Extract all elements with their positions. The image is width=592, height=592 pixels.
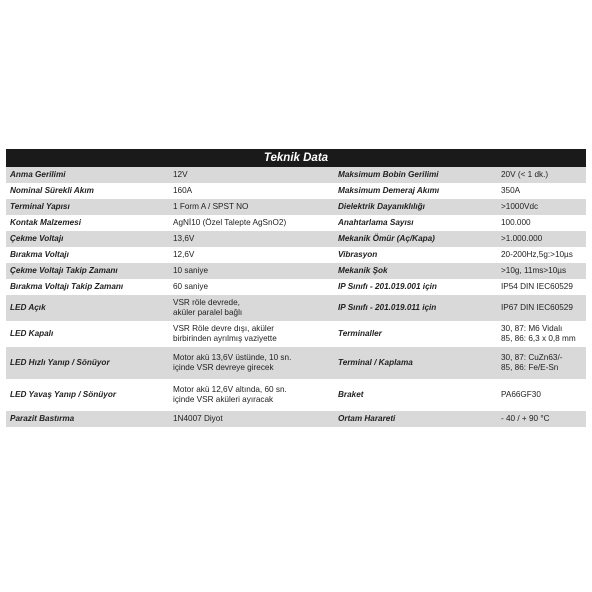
spec-label: Braket — [338, 390, 364, 399]
spec-label: Anahtarlama Sayısı — [338, 218, 414, 227]
spec-label: Bırakma Voltajı Takip Zamanı — [10, 282, 124, 291]
spec-label: Çekme Voltajı — [6, 231, 169, 247]
spec-label: Parazit Bastırma — [6, 411, 169, 427]
spec-value: 30, 87: M6 Vidalı 85, 86: 6,3 x 0,8 mm — [501, 324, 576, 343]
spec-label: IP Sınıfı - 201.019.011 için — [334, 295, 497, 321]
spec-value: - 40 / + 90 °C — [497, 411, 586, 427]
spec-label: Maksimum Demeraj Akımı — [338, 186, 440, 195]
spec-label: Anma Gerilimi — [6, 167, 169, 183]
spec-value: 1N4007 Diyot — [169, 411, 334, 427]
spec-label: Ortam Harareti — [334, 411, 497, 427]
table-row — [6, 411, 586, 427]
table-row — [6, 247, 586, 263]
spec-value: >1.000.000 — [497, 231, 586, 247]
table-row — [6, 295, 586, 321]
spec-label: Maksimum Bobin Gerilimi — [334, 167, 497, 183]
table-row — [6, 279, 586, 295]
table-row — [6, 215, 586, 231]
spec-value: Motor akü 13,6V üstünde, 10 sn. içinde VSR devreye girecek — [169, 347, 334, 379]
spec-value: 12,6V — [173, 250, 195, 259]
spec-value: 20V (< 1 dk.) — [497, 167, 586, 183]
spec-value: 160A — [173, 186, 193, 195]
spec-value: 20-200Hz,5g:>10µs — [501, 250, 573, 259]
table-row — [6, 231, 586, 247]
spec-label: Bırakma Voltajı — [10, 250, 69, 259]
spec-value: 12V — [169, 167, 334, 183]
table-row — [6, 183, 586, 199]
spec-label: Terminal Yapısı — [6, 199, 169, 215]
spec-value: IP67 DIN IEC60529 — [497, 295, 586, 321]
spec-value: Motor akü 12,6V altında, 60 sn. içinde VSR aküleri ayıracak — [173, 385, 287, 404]
spec-label: Çekme Voltajı Takip Zamanı — [6, 263, 169, 279]
spec-label: Kontak Malzemesi — [10, 218, 81, 227]
spec-label: Mekanik Ömür (Aç/Kapa) — [334, 231, 497, 247]
spec-value: 350A — [501, 186, 521, 195]
table-row — [6, 347, 586, 379]
table-row — [6, 167, 586, 183]
technical-data-table — [6, 167, 586, 427]
spec-label: Dielektrik Dayanıklılığı — [334, 199, 497, 215]
spec-value: 13,6V — [169, 231, 334, 247]
spec-value: VSR Röle devre dışı, aküler birbirinden ayrılmış vaziyette — [173, 324, 277, 343]
spec-value: >1000Vdc — [497, 199, 586, 215]
spec-value: >10g, 11ms>10µs — [497, 263, 586, 279]
spec-value: 30, 87: CuZn63/- 85, 86: Fe/E-Sn — [497, 347, 586, 379]
spec-label: LED Açık — [6, 295, 169, 321]
spec-label: Mekanik Şok — [334, 263, 497, 279]
table-row — [6, 199, 586, 215]
spec-label: LED Yavaş Yanıp / Sönüyor — [10, 390, 117, 399]
table-title: Teknik Data — [6, 149, 586, 167]
spec-value: 10 saniye — [169, 263, 334, 279]
spec-label: LED Hızlı Yanıp / Sönüyor — [6, 347, 169, 379]
spec-label: Terminal / Kaplama — [334, 347, 497, 379]
table-row — [6, 321, 586, 347]
table-row — [6, 379, 586, 411]
spec-label: Nominal Sürekli Akım — [10, 186, 94, 195]
spec-label: Vibrasyon — [338, 250, 378, 259]
spec-label: LED Kapalı — [10, 329, 54, 338]
spec-label: IP Sınıfı - 201.019.001 için — [338, 282, 437, 291]
spec-value: VSR röle devrede, aküler paralel bağlı — [169, 295, 334, 321]
spec-value: AgNİ10 (Özel Talepte AgSnO2) — [173, 218, 287, 227]
technical-data-sheet — [6, 149, 586, 427]
spec-value: 60 saniye — [173, 282, 209, 291]
spec-label: Terminaller — [338, 329, 382, 338]
spec-value: IP54 DIN IEC60529 — [501, 282, 573, 291]
spec-value: 1 Form A / SPST NO — [169, 199, 334, 215]
table-row — [6, 263, 586, 279]
spec-value: PA66GF30 — [501, 390, 541, 399]
spec-value: 100.000 — [501, 218, 531, 227]
